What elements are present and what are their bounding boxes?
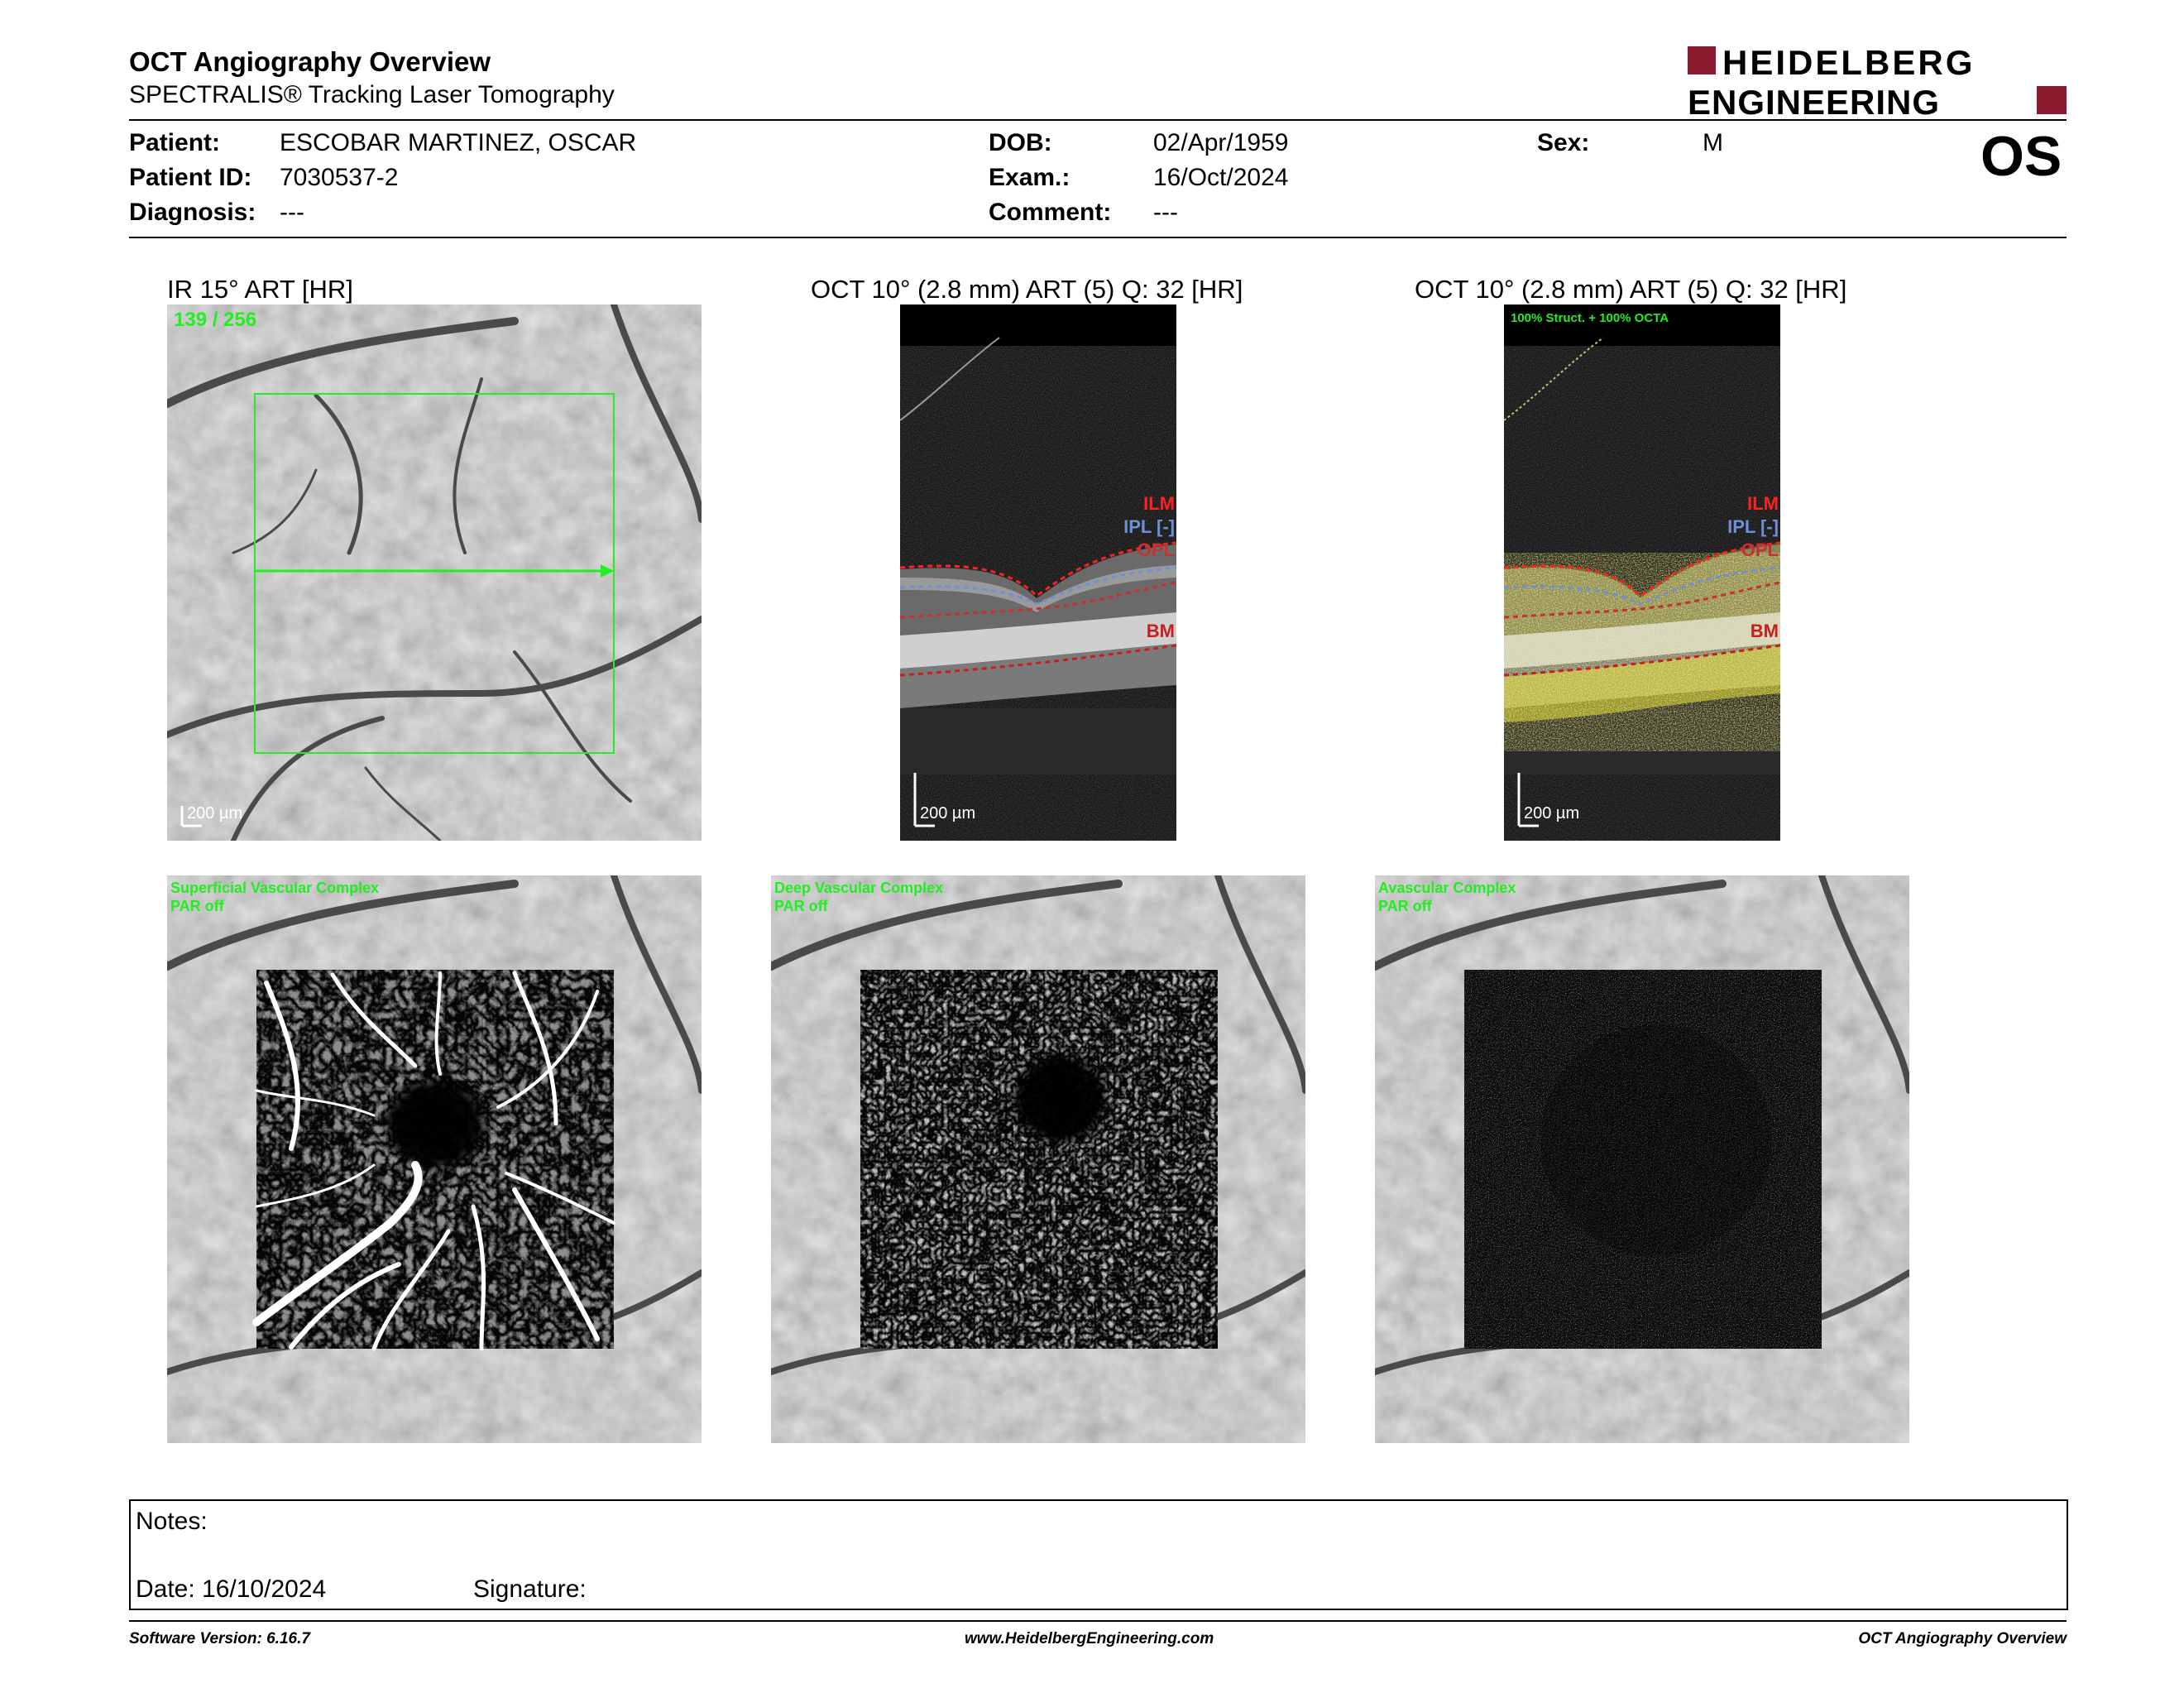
octa-bscan-image[interactable] xyxy=(1504,305,1780,841)
patient-id-label: Patient ID: xyxy=(129,164,252,191)
ir-fundus-image[interactable] xyxy=(167,305,702,841)
octa-layer-ipl: IPL [-] xyxy=(1727,516,1779,537)
patient-id: 7030537-2 xyxy=(280,164,399,191)
logo-line1: HEIDELBERG xyxy=(1722,45,1976,82)
patient-divider xyxy=(129,237,2067,238)
dob-value: 02/Apr/1959 xyxy=(1153,129,1289,156)
dvc-angiogram[interactable] xyxy=(771,875,1305,1443)
diagnosis-label: Diagnosis: xyxy=(129,199,256,226)
signature-label: Signature: xyxy=(473,1575,587,1603)
patient-label: Patient: xyxy=(129,129,221,156)
heidelberg-logo xyxy=(1688,45,2068,119)
diagnosis-value: --- xyxy=(280,199,304,226)
octa-overlay-label: 100% Struct. + 100% OCTA xyxy=(1511,311,1669,325)
octa-scale-label: 200 µm xyxy=(1524,804,1580,822)
exam-value: 16/Oct/2024 xyxy=(1153,164,1289,191)
svc-angiogram[interactable] xyxy=(167,875,702,1443)
comment-label: Comment: xyxy=(989,199,1112,226)
header-divider xyxy=(129,119,2067,121)
logo-line2: ENGINEERING xyxy=(1688,83,1941,119)
svc-label: Superficial Vascular Complex xyxy=(170,880,380,896)
software-version: Software Version: 6.16.7 xyxy=(129,1630,310,1647)
avc-par-label: PAR off xyxy=(1378,898,1432,914)
dvc-label: Deep Vascular Complex xyxy=(774,880,944,896)
footer-divider xyxy=(129,1620,2067,1622)
report-name-footer: OCT Angiography Overview xyxy=(1858,1630,2067,1647)
avc-label: Avascular Complex xyxy=(1378,880,1516,896)
ir-scale-label: 200 µm xyxy=(187,804,243,822)
oct-scale-label: 200 µm xyxy=(920,804,976,822)
ir-frame-counter: 139 / 256 xyxy=(174,309,257,331)
oct-bscan-image[interactable] xyxy=(900,305,1176,841)
report-title: OCT Angiography Overview xyxy=(129,46,491,77)
dvc-par-label: PAR off xyxy=(774,898,828,914)
website-link[interactable]: www.HeidelbergEngineering.com xyxy=(965,1630,1214,1647)
notes-box[interactable] xyxy=(129,1499,2068,1610)
avc-angiogram[interactable] xyxy=(1375,875,1909,1443)
oct-caption: OCT 10° (2.8 mm) ART (5) Q: 32 [HR] xyxy=(811,275,1243,304)
sex-value: M xyxy=(1703,129,1723,156)
svc-par-label: PAR off xyxy=(170,898,224,914)
patient-name: ESCOBAR MARTINEZ, OSCAR xyxy=(280,129,637,156)
octa-layer-ilm: ILM xyxy=(1747,493,1779,514)
comment-value: --- xyxy=(1153,199,1178,226)
dob-label: DOB: xyxy=(989,129,1052,156)
sex-label: Sex: xyxy=(1537,129,1590,156)
oct-layer-opl: OPL xyxy=(1137,539,1175,560)
notes-label: Notes: xyxy=(136,1508,208,1535)
date-label: Date: 16/10/2024 xyxy=(136,1575,327,1603)
oct-layer-bm: BM xyxy=(1146,621,1175,641)
octa-layer-bm: BM xyxy=(1750,621,1779,641)
ir-caption: IR 15° ART [HR] xyxy=(167,275,353,304)
report-subtitle: SPECTRALIS® Tracking Laser Tomography xyxy=(129,81,615,108)
octa-caption: OCT 10° (2.8 mm) ART (5) Q: 32 [HR] xyxy=(1415,275,1847,304)
oct-layer-ilm: ILM xyxy=(1143,493,1175,514)
exam-label: Exam.: xyxy=(989,164,1070,191)
eye-indicator: OS xyxy=(1980,125,2062,188)
octa-layer-opl: OPL xyxy=(1741,539,1779,560)
oct-layer-ipl: IPL [-] xyxy=(1123,516,1175,537)
